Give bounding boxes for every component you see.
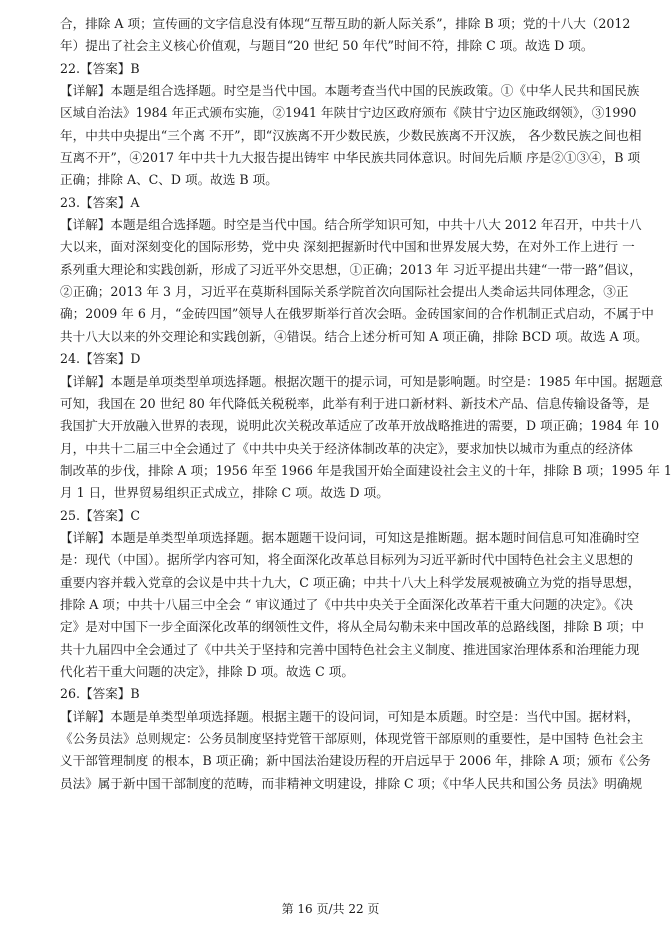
text-line: 系列重大理论和实践创新，形成了习近平外交思想，①正确；2013 年 习近平提出共建“一带一路”倡议， bbox=[60, 261, 642, 277]
text-line: 【详解】本题是单类型单项选择题。据本题题干设问词，可知这是推断题。据本题时间信息可知准确时空 bbox=[60, 529, 640, 545]
document-body bbox=[60, 13, 672, 795]
text-line: 代化若干重大问题的决定》，排除 D 项。故选 C 项。 bbox=[60, 663, 354, 679]
text-line: 制改革的步伐，排除 A 项；1956 年至 1966 年是我国开始全面建设社会主义的十年，排除 B 项；1995 年 1 bbox=[60, 462, 672, 478]
answer-heading-26: 26.【答案】B bbox=[60, 686, 140, 702]
text-line: 月，中共十二届三中全会通过了《中共中央关于经济体制改革的决定》，要求加快以城市为重点的经济体 bbox=[60, 440, 634, 456]
text-line: 大以来，面对深刻变化的国际形势，党中央 深刻把握新时代中国和世界发展大势，在对外工作上进行 一 bbox=[60, 239, 635, 255]
text-line: 确；2009 年 6 月，“金砖四国”领导人在俄罗斯举行首次会晤。金砖国家间的合作机制正式启动，不属于中 bbox=[60, 306, 654, 322]
page-number-footer: 第 16 页/共 22 页 bbox=[281, 902, 380, 916]
text-line: 区域自治法》1984 年正式颁布实施，②1941 年陕甘宁边区政府颁布《陕甘宁边区施政纲领》，③1990 bbox=[60, 105, 637, 121]
answer-heading-25: 25.【答案】C bbox=[60, 507, 141, 523]
text-line: 【详解】本题是单类型单项选择题。根据主题干的设问词，可知是本质题。时空是：当代中国。据材料， bbox=[60, 708, 640, 724]
text-line: 《公务员法》总则规定：公务员制度坚持党管干部原则，体现党管干部原则的重要性，是中国特 色社会主 bbox=[60, 731, 644, 746]
text-line: 正确；排除 A、C、D 项。故选 B 项。 bbox=[60, 172, 278, 188]
text-line: 【详解】本题是组合选择题。时空是当代中国。结合所学知识可知，中共十八大 2012 年召开，中共十八 bbox=[60, 217, 642, 233]
text-line: ②正确；2013 年 3 月，习近平在莫斯科国际关系学院首次向国际社会提出人类命运共同体理念，③正 bbox=[60, 284, 629, 300]
text-line: 年）提出了社会主义核心价值观，与题目“20 世纪 50 年代”时间不符，排除 C 项。故选 D 项。 bbox=[60, 38, 594, 54]
text-line: 重要内容并载入党章的会议是中共十九大，C 项正确；中共十八大上科学发展观被确立为党的指导思想， bbox=[60, 574, 641, 590]
text-line: 定》是对中国下一步全面深化改革的纲领性文件，将从全局勾勒未来中国改革的总路线图，排除 B 项；中 bbox=[60, 619, 644, 635]
text-line: 合，排除 A 项；宣传画的文字信息没有体现“互帮互助的新人际关系”，排除 B 项；党的十八大（2012 bbox=[60, 16, 631, 31]
text-line: 【详解】本题是组合选择题。时空是当代中国。本题考查当代中国的民族政策。①《中华人民共和国民族 bbox=[60, 83, 640, 99]
answer-heading-22: 22.【答案】B bbox=[60, 60, 140, 76]
text-line: 【详解】本题是单项类型单项选择题。根据次题干的提示词，可知是影响题。时空是：1985 年中国。据题意 bbox=[60, 373, 663, 389]
text-line: 月 1 日，世界贸易组织正式成立，排除 C 项。故选 D 项。 bbox=[60, 485, 389, 501]
answer-heading-24: 24.【答案】D bbox=[60, 351, 141, 367]
text-line: 可知，我国在 20 世纪 80 年代降低关税税率，此举有利于进口新材料、新技术产品、信息传输设备等，是 bbox=[60, 395, 650, 411]
text-line: 是：现代（中国）。据所学内容可知，将全面深化改革总目标列为习近平新时代中国特色社会主义思想的 bbox=[60, 552, 634, 568]
text-line: 排除 A 项；中共十八届三中全会 “ 审议通过了《中共中央关于全面深化改革若干重大问题的决定》。《决 bbox=[60, 596, 634, 612]
text-line: 共十九届四中全会通过了《中共关于坚持和完善中国特色社会主义制度、推进国家治理体系和治理能力现 bbox=[60, 641, 640, 657]
answer-heading-23: 23.【答案】A bbox=[60, 194, 140, 210]
text-line: 我国扩大开放融入世界的表现，说明此次关税改革适应了改革开放战略推进的需要，D 项正确；1984 年 10 bbox=[60, 418, 660, 434]
text-line: 年，中共中央提出“三个离 不开”，即“汉族离不开少数民族，少数民族离不开汉族， 各少数民族之间也相 bbox=[60, 127, 642, 143]
text-line: 义干部管理制度 的根本，B 项正确；新中国法治建设历程的开启远早于 2006 年，排除 A 项；颁布《公务 bbox=[60, 753, 651, 769]
text-line: 互离不开”，④2017 年中共十九大报告提出铸牢 中华民族共同体意识。时间先后顺 序是②①③④，B 项 bbox=[60, 150, 641, 166]
text-line: 共十八大以来的外交理论和实践创新，④错误。结合上述分析可知 A 项正确，排除 BCD 项。故选 A 项。 bbox=[60, 328, 648, 344]
text-line: 员法》属于新中国干部制度的范畴，而非精神文明建设，排除 C 项；《中华人民共和国公务 员法》明确规 bbox=[60, 775, 643, 791]
